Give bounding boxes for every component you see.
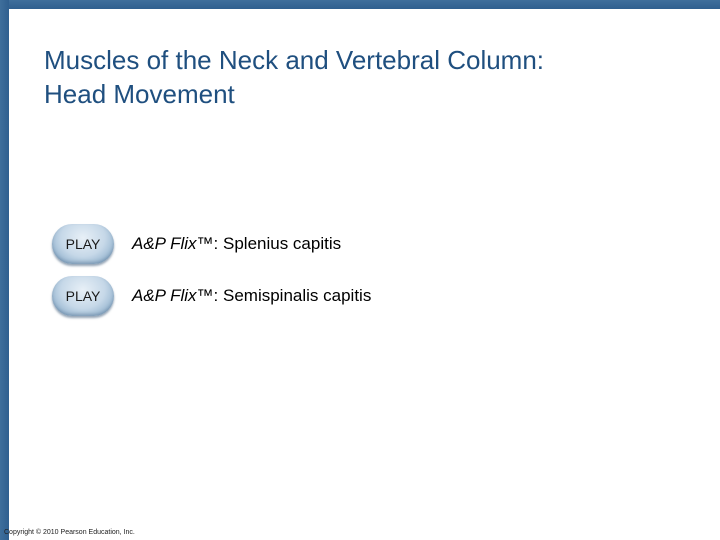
media-title: : Semispinalis capitis <box>213 286 372 305</box>
left-border-bar <box>0 0 9 540</box>
trademark-symbol: ™ <box>196 234 214 253</box>
title-line-1: Muscles of the Neck and Vertebral Column: <box>44 45 545 76</box>
title-line-2: Head Movement <box>44 79 235 110</box>
slide-title <box>44 43 704 111</box>
trademark-symbol: ™ <box>196 286 214 305</box>
media-item-label <box>132 234 341 254</box>
media-item-splenius <box>52 224 341 264</box>
copyright-notice: Copyright © 2010 Pearson Education, Inc. <box>4 529 135 536</box>
media-title: : Splenius capitis <box>213 234 342 253</box>
media-item-label <box>132 286 371 306</box>
brand-name: A&P Flix <box>132 234 197 253</box>
media-item-semispinalis <box>52 276 371 316</box>
top-border-bar <box>0 0 720 9</box>
play-button-splenius[interactable]: PLAY <box>52 224 114 264</box>
brand-name: A&P Flix <box>132 286 197 305</box>
play-button-semispinalis[interactable]: PLAY <box>52 276 114 316</box>
